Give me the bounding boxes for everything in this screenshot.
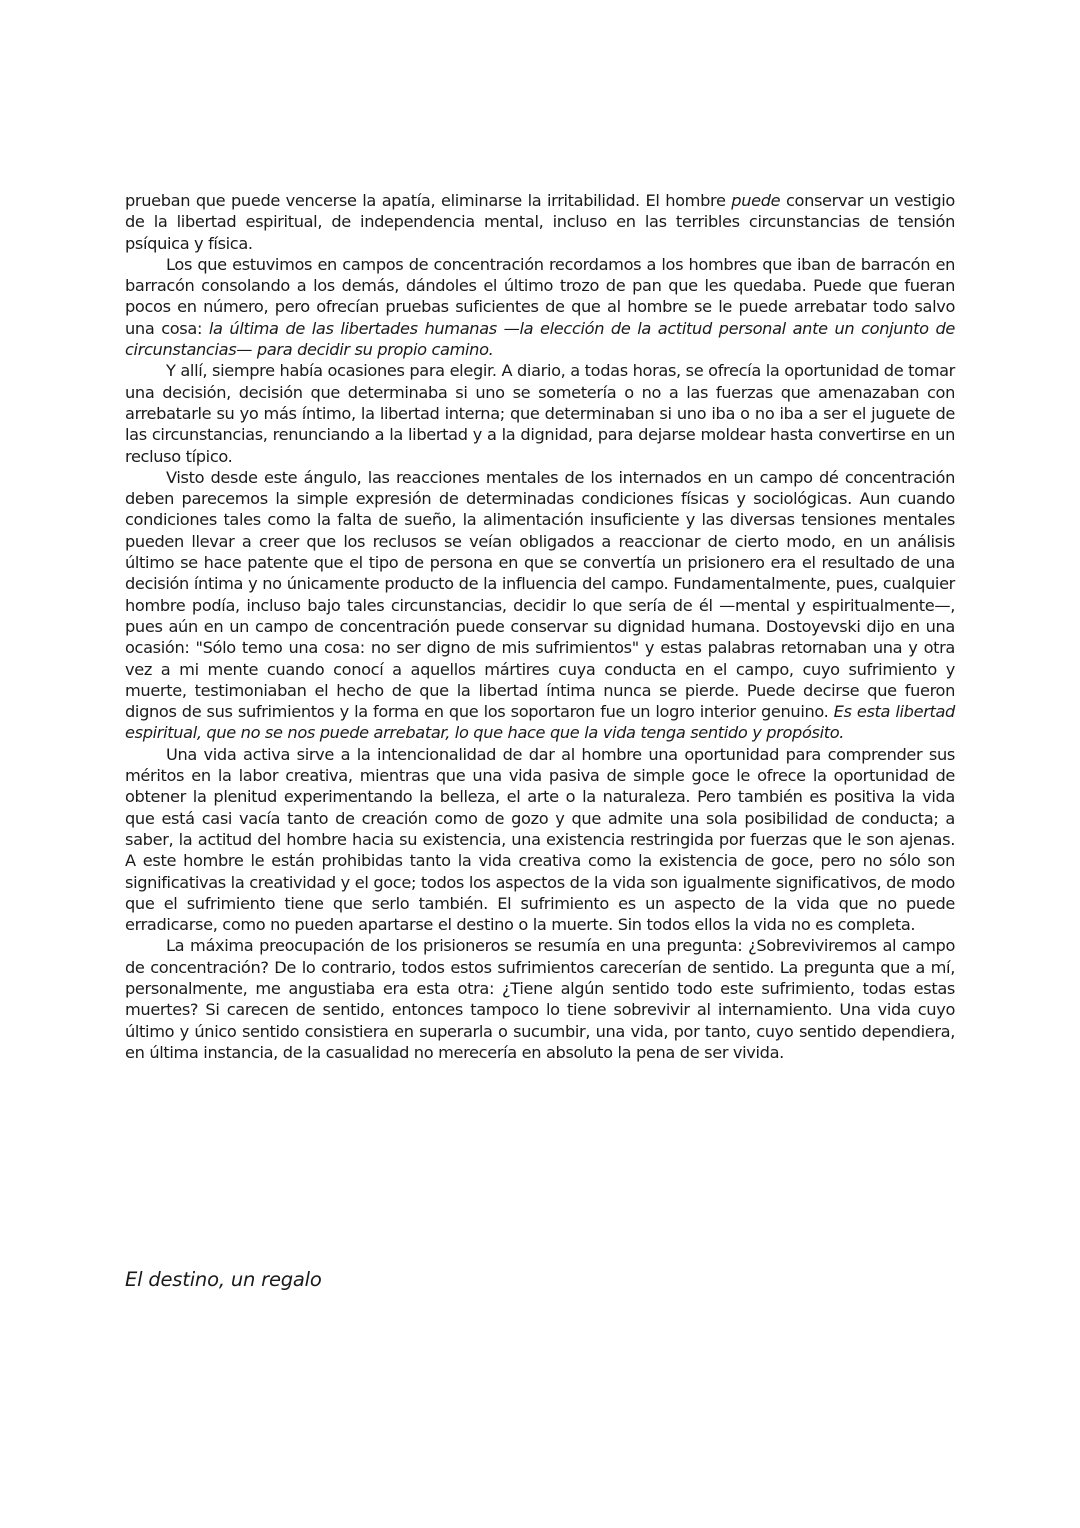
paragraph-4 — [125, 467, 955, 744]
paragraph-3 — [125, 360, 955, 466]
text-segment: Visto desde este ángulo, las reacciones mentales de los internados en un campo dé concentración deben parecemos la simple expresión de determinadas condiciones físicas y sociológicas. Aun cuando condiciones tales como la falta de sueño, la alimentación insuficiente y las diversas tensiones mentales pueden llevar a creer que los reclusos se veían obligados a reaccionar de cierto modo, en un análisis último se hace patente que el tipo de persona en que se convertía un prisionero era el resultado de una decisión íntima y no únicamente producto de la influencia del campo. Fundamentalmente, pues, cualquier hombre podía, incluso bajo tales circunstancias, decidir lo que sería de él —mental y espiritualmente—, pues aún en un campo de concentración puede conservar su dignidad humana. Dostoyevski dijo en una ocasión: "Sólo temo una cosa: no ser digno de mis sufrimientos" y estas palabras retornaban una y otra vez a mi mente cuando conocí a aquellos mártires cuya conducta en el campo, cuyo sufrimiento y muerte, testimoniaban el hecho de que la libertad íntima nunca se pierde. Puede decirse que fueron dignos de sus sufrimientos y la forma en que los soportaron fue un logro interior genuino. — [125, 467, 955, 722]
text-segment: prueban que puede vencerse la apatía, eliminarse la irritabilidad. El hombre — [125, 191, 732, 210]
paragraph-1 — [125, 190, 955, 254]
text-segment: Una vida activa sirve a la intencionalidad de dar al hombre una oportunidad para comprender sus méritos en la labor creativa, mientras que una vida pasiva de simple goce le ofrece la oportunidad de obtener la plenitud experimentando la belleza, el arte o la naturaleza. Pero también es positiva la vida que está casi vacía tanto de creación como de gozo y que admite una sola posibilidad de conducta; a saber, la actitud del hombre hacia su existencia, una existencia restringida por fuerzas que le son ajenas. A este hombre le están prohibidas tanto la vida creativa como la existencia de goce, pero no sólo son significativas la creatividad y el goce; todos los aspectos de la vida son igualmente significativos, de modo que el sufrimiento tiene que serlo también. El sufrimiento es un aspecto de la vida que no puede erradicarse, como no pueden apartarse el destino o la muerte. Sin todos ellos la vida no es completa. — [125, 744, 955, 935]
text-segment: Los que estuvimos en campos de concentración recordamos a los hombres que iban de barracón en barracón consolando a los demás, dándoles el último trozo de pan que les quedaba. Puede que fueran pocos en número, pero ofrecían pruebas suficientes de que al hombre se le puede arrebatar todo salvo una cosa: — [125, 254, 955, 338]
paragraph-2 — [125, 254, 955, 360]
emphasis-segment: puede — [731, 191, 781, 210]
document-body — [125, 190, 955, 1063]
text-segment: La máxima preocupación de los prisioneros se resumía en una pregunta: ¿Sobreviviremos al campo de concentración? De lo contrario, todos estos sufrimientos carecerían de sentido. La pregunta que a mí, personalmente, me angustiaba era esta otra: ¿Tiene algún sentido todo este sufrimiento, todas estas muertes? Si carecen de sentido, entonces tampoco lo tiene sobrevivir al internamiento. Una vida cuyo último y único sentido consistiera en superarla o sucumbir, una vida, por tanto, cuyo sentido dependiera, en última instancia, de la casualidad no merecería en absoluto la pena de ser vivida. — [125, 936, 955, 1062]
text-segment: conservar un vestigio de la libertad espiritual, de independencia mental, incluso en las terribles circunstancias de tensión psíquica y física. — [125, 191, 955, 253]
paragraph-6 — [125, 935, 955, 1063]
section-heading: El destino, un regalo — [125, 1268, 322, 1291]
text-segment: Y allí, siempre había ocasiones para elegir. A diario, a todas horas, se ofrecía la oportunidad de tomar una decisión, decisión que determinaba si uno se sometería o no a las fuerzas que amenazaban con arrebatarle su yo más íntimo, la libertad interna; que determinaban si uno iba o no iba a ser el juguete de las circunstancias, renunciando a la libertad y a la dignidad, para dejarse moldear hasta convertirse en un recluso típico. — [125, 361, 955, 466]
emphasis-segment: la última de las libertades humanas —la elección de la actitud personal ante un conjunto de circunstancias— para decidir su propio camino. — [125, 318, 955, 360]
emphasis-segment: Es esta libertad espiritual, que no se nos puede arrebatar, lo que hace que la vida tenga sentido y propósito. — [125, 702, 955, 743]
paragraph-5 — [125, 744, 955, 936]
